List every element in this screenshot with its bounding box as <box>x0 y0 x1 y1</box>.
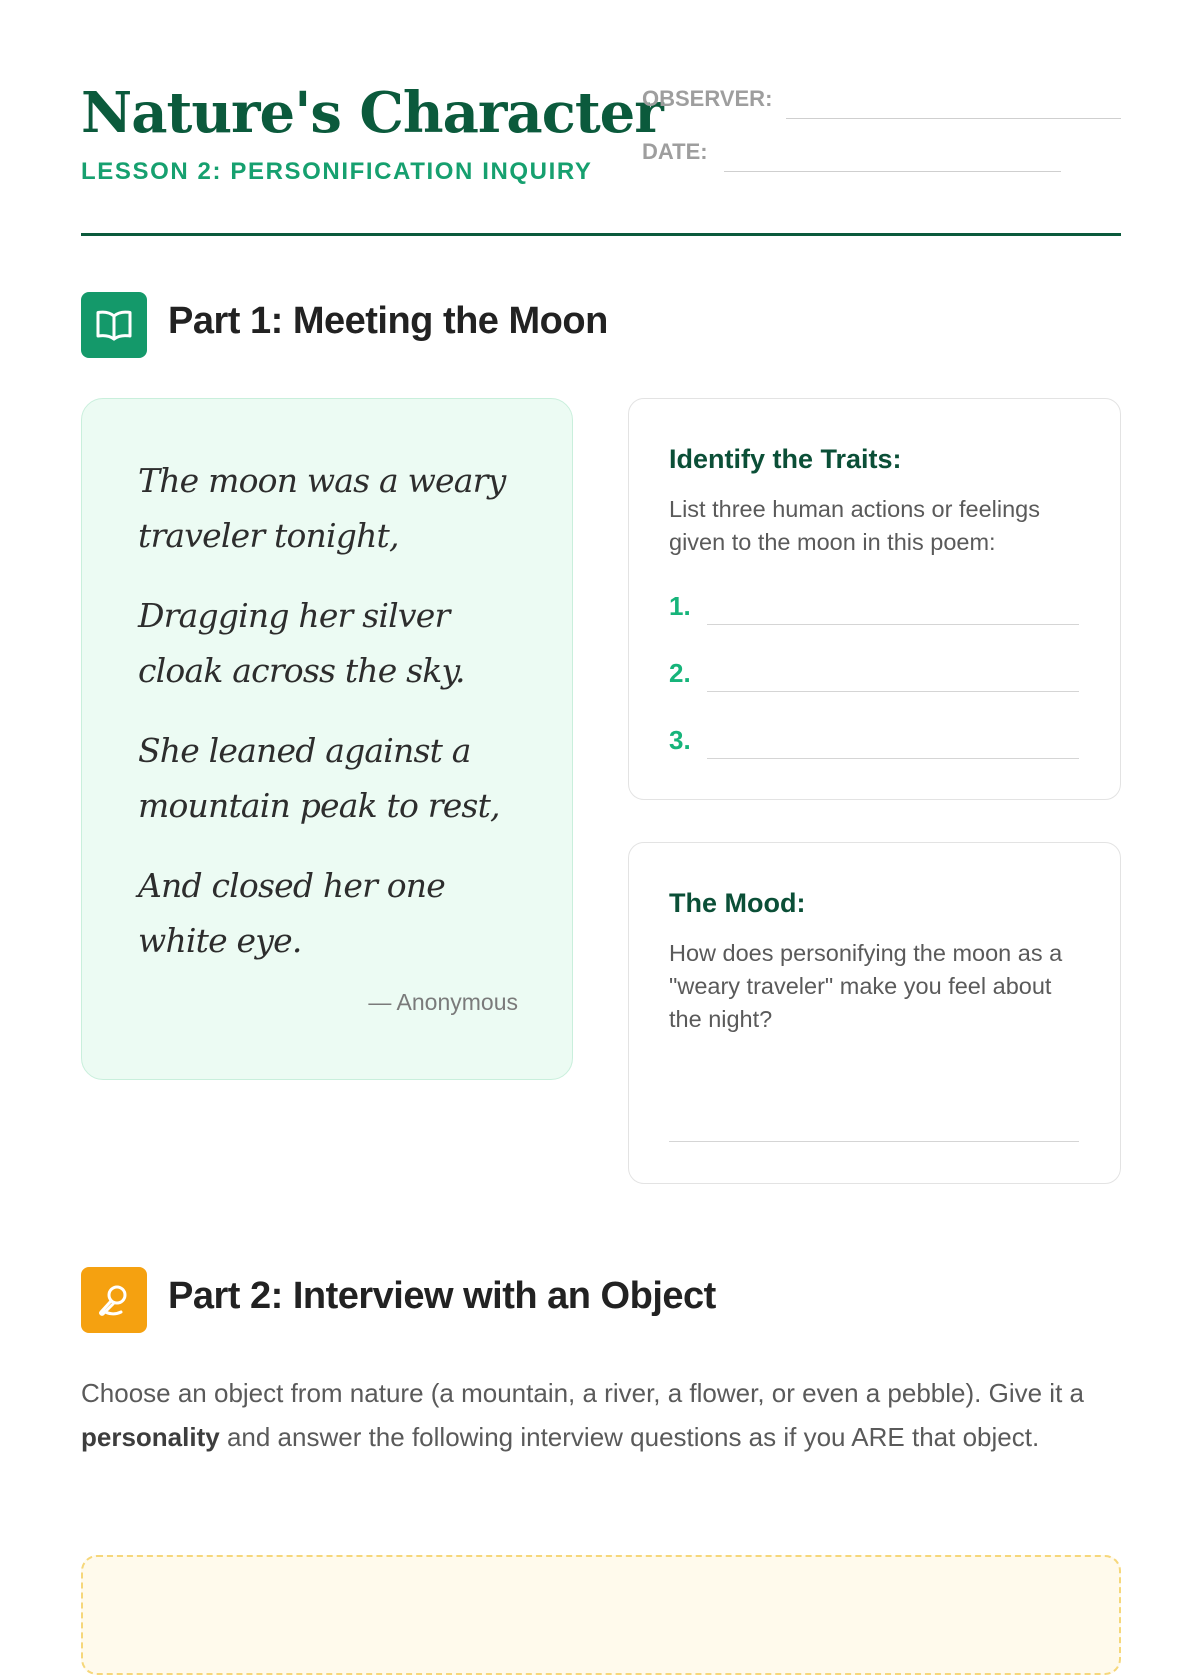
date-input-line[interactable] <box>724 171 1061 172</box>
mood-card <box>628 842 1121 1184</box>
observer-input-line[interactable] <box>786 118 1121 119</box>
poem-line: The moon was a weary traveler tonight, <box>138 461 506 555</box>
observer-label: OBSERVER: <box>642 86 773 111</box>
instructions-emphasis: personality <box>81 1421 220 1452</box>
lesson-subtitle: LESSON 2: PERSONIFICATION INQUIRY <box>81 158 593 185</box>
instructions-text: Choose an object from nature (a mountain, a river, a flower, or even a pebble). Give it a <box>81 1378 1084 1408</box>
open-book-icon <box>81 292 147 358</box>
mood-answer-line[interactable] <box>669 1141 1079 1142</box>
part2-title: Part 2: Interview with an Object <box>168 1275 716 1317</box>
interview-box <box>81 1555 1121 1675</box>
poem-line: And closed her one white eye. <box>138 866 445 960</box>
traits-instructions: List three human actions or feelings given to the moon in this poem: <box>669 496 1040 555</box>
worksheet-title: Nature's Character <box>81 80 663 146</box>
trait-answer-line-1[interactable] <box>707 624 1079 625</box>
header-divider <box>81 233 1121 236</box>
mood-card-title: The Mood: <box>669 888 806 918</box>
trait-answer-line-2[interactable] <box>707 691 1079 692</box>
trait-number: 3. <box>669 725 691 755</box>
trait-answer-line-3[interactable] <box>707 758 1079 759</box>
part1-title: Part 1: Meeting the Moon <box>168 300 608 342</box>
poem-card <box>81 398 573 1080</box>
part2-instructions <box>81 1372 1121 1459</box>
date-label: DATE: <box>642 139 708 164</box>
poem-line: Dragging her silver cloak across the sky. <box>138 596 465 690</box>
poem-line: She leaned against a mountain peak to rest, <box>138 731 500 825</box>
trait-number: 2. <box>669 658 691 688</box>
mood-question: How does personifying the moon as a "weary traveler" make you feel about the night? <box>669 940 1063 1032</box>
poem-author: — Anonymous <box>368 989 518 1015</box>
traits-card <box>628 398 1121 800</box>
instructions-text: and answer the following interview questions as if you ARE that object. <box>219 1421 1040 1452</box>
trait-number: 1. <box>669 591 691 621</box>
microphone-icon <box>81 1267 147 1333</box>
traits-card-title: Identify the Traits: <box>669 444 902 474</box>
